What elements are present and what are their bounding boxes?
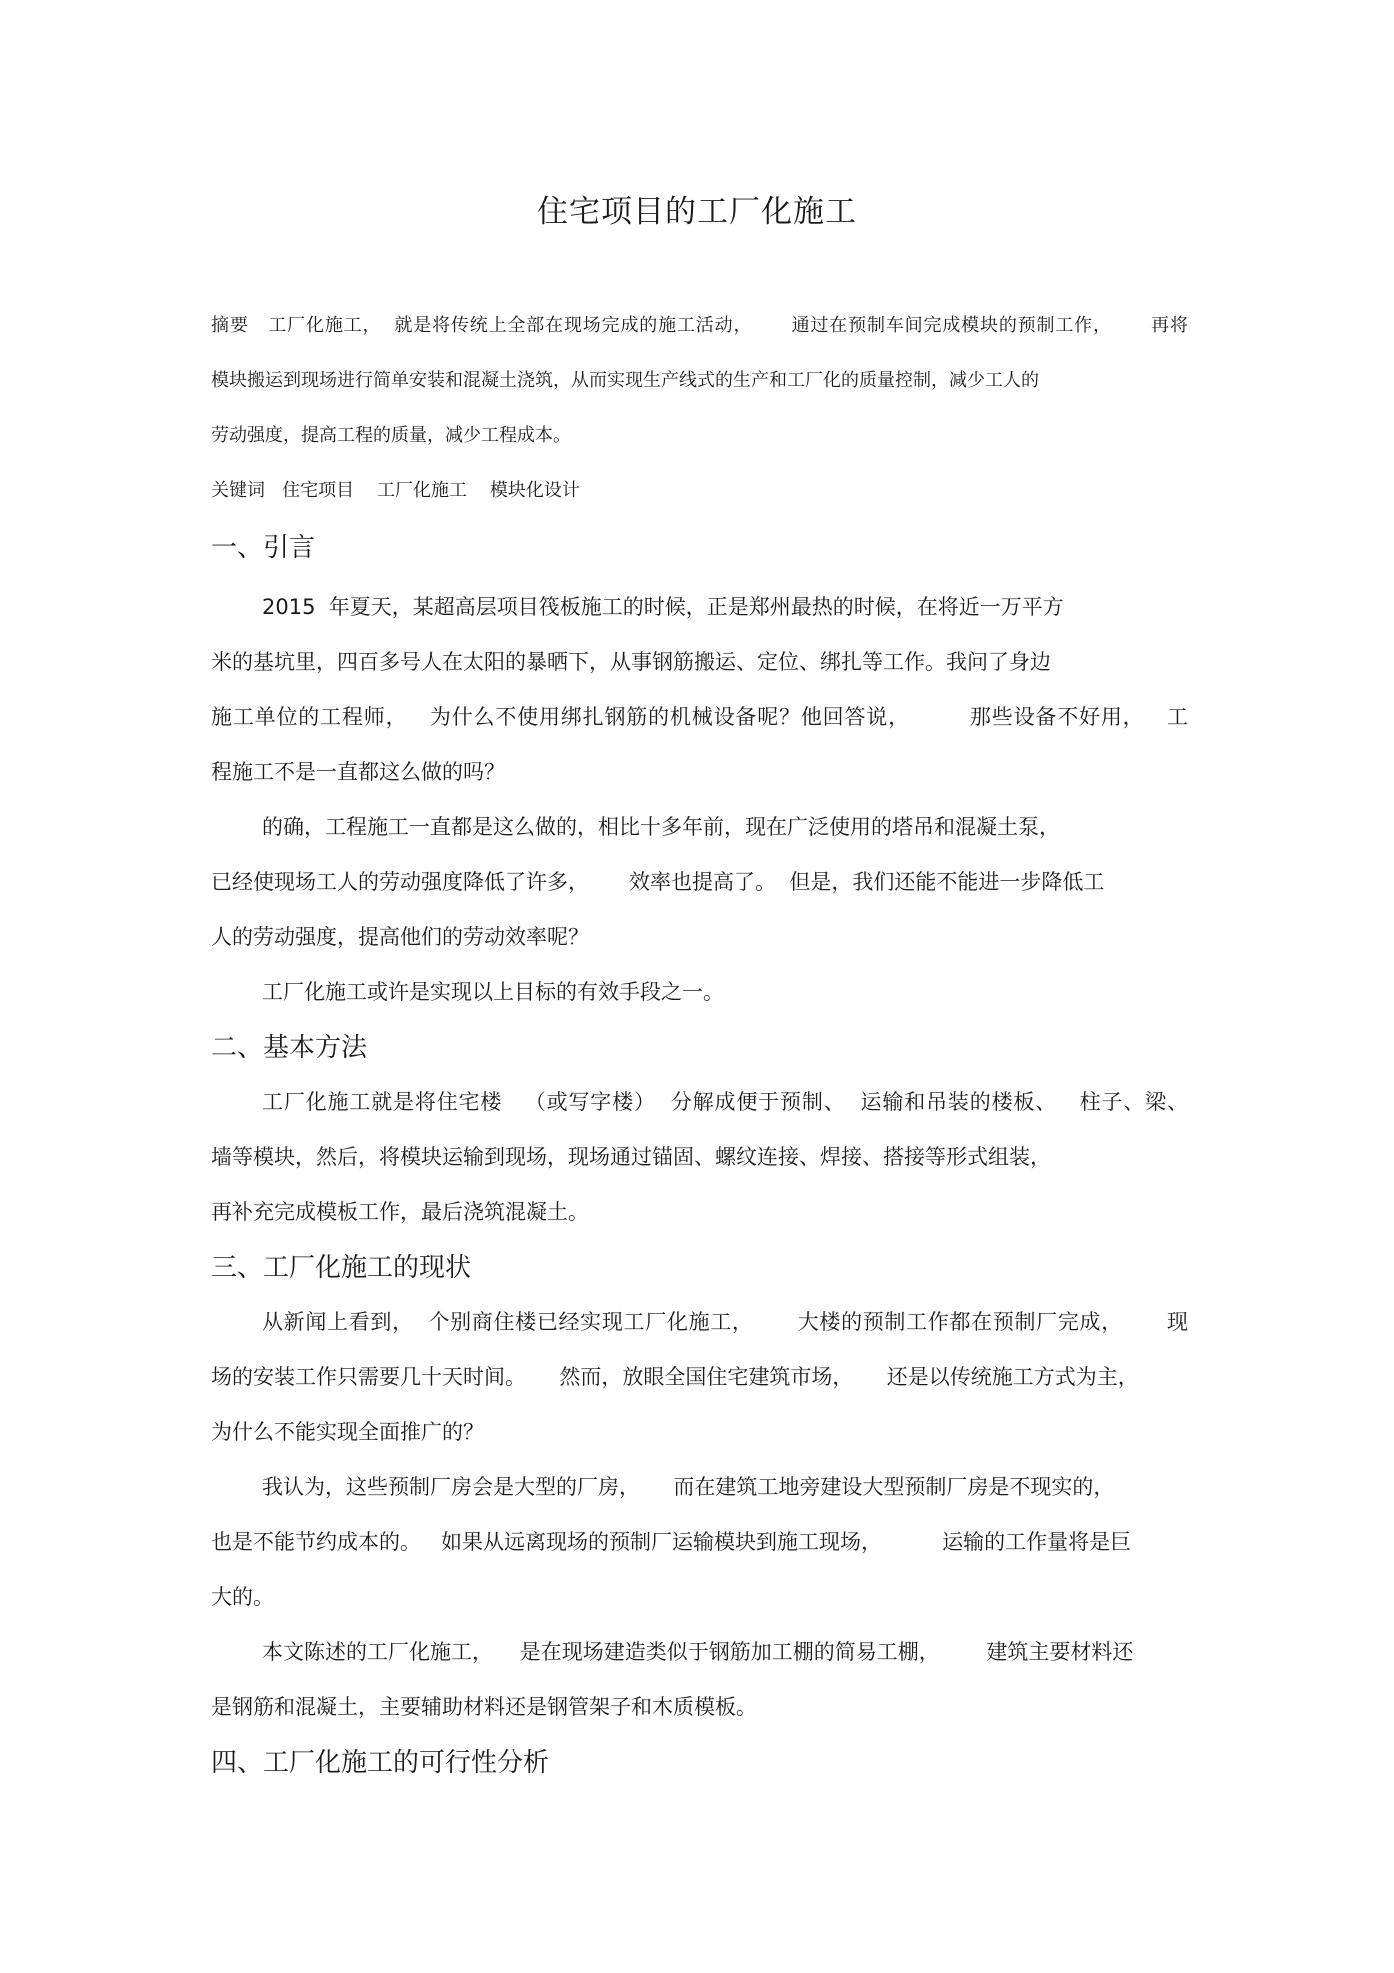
paragraph-line: 工厂化施工或许是实现以上目标的有效手段之一。 — [262, 980, 724, 1004]
paragraph-line: 墙等模块，然后，将模块运输到现场，现场通过锚固、螺纹连接、焊接、搭接等形式组装， — [211, 1145, 1051, 1169]
paragraph-line: 本文陈述的工厂化施工， 是在现场建造类似于钢筋加工棚的简易工棚， 建筑主要材料还 — [262, 1640, 1134, 1664]
paragraph-line: 再补充完成模板工作，最后浇筑混凝土。 — [211, 1200, 589, 1224]
paragraph-line: 也是不能节约成本的。 如果从远离现场的预制厂运输模块到施工现场， 运输的工作量将是巨 — [211, 1530, 1132, 1554]
paragraph-line: 2015 年夏天，某超高层项目筏板施工的时候，正是郑州最热的时候，在将近一万平方 — [262, 595, 1064, 619]
paragraph-line: 大的。 — [211, 1585, 274, 1609]
paragraph-line: 是钢筋和混凝土，主要辅助材料还是钢管架子和木质模板。 — [211, 1695, 757, 1719]
document-title: 住宅项目的工厂化施工 — [537, 194, 857, 230]
paragraph-line: 从新闻上看到， 个别商住楼已经实现工厂化施工， 大楼的预制工作都在预制厂完成， 现 — [262, 1310, 1188, 1334]
paragraph-line: 人的劳动强度，提高他们的劳动效率呢？ — [211, 925, 589, 949]
section-heading-1: 一、引言 — [211, 533, 316, 563]
abstract-line-1: 摘要 工厂化施工， 就是将传统上全部在现场完成的施工活动， 通过在预制车间完成模块的预制工作， 再将 — [211, 315, 1188, 336]
abstract-line-2: 模块搬运到现场进行简单安装和混凝土浇筑，从而实现生产线式的生产和工厂化的质量控制，减少工人的 — [211, 370, 1039, 391]
paragraph-line: 米的基坑里，四百多号人在太阳的暴晒下，从事钢筋搬运、定位、绑扎等工作。我问了身边 — [211, 650, 1051, 674]
paragraph-line: 为什么不能实现全面推广的？ — [211, 1420, 484, 1444]
section-heading-2: 二、基本方法 — [211, 1033, 368, 1063]
paragraph-line: 场的安装工作只需要几十天时间。 然而，放眼全国住宅建筑市场， 还是以传统施工方式为主， — [211, 1365, 1139, 1389]
paragraph-line: 程施工不是一直都这么做的吗？ — [211, 760, 505, 784]
section-heading-3: 三、工厂化施工的现状 — [211, 1253, 472, 1283]
paragraph-line: 工厂化施工就是将住宅楼 （或写字楼） 分解成便于预制、 运输和吊装的楼板、 柱子、梁、 — [262, 1090, 1188, 1114]
paragraph-line: 已经使现场工人的劳动强度降低了许多， 效率也提高了。 但是，我们还能不能进一步降低工 — [211, 870, 1105, 894]
abstract-line-3: 劳动强度，提高工程的质量，减少工程成本。 — [211, 425, 571, 446]
paragraph-line: 的确，工程施工一直都是这么做的，相比十多年前，现在广泛使用的塔吊和混凝土泵， — [262, 815, 1060, 839]
paragraph-line: 施工单位的工程师， 为什么不使用绑扎钢筋的机械设备呢？他回答说， 那些设备不好用， 工 — [211, 705, 1188, 729]
paragraph-line: 我认为，这些预制厂房会是大型的厂房， 而在建筑工地旁建设大型预制厂房是不现实的， — [262, 1475, 1115, 1499]
keywords-line: 关键词 住宅项目 工厂化施工 模块化设计 — [211, 480, 580, 501]
section-heading-4: 四、工厂化施工的可行性分析 — [211, 1748, 550, 1778]
